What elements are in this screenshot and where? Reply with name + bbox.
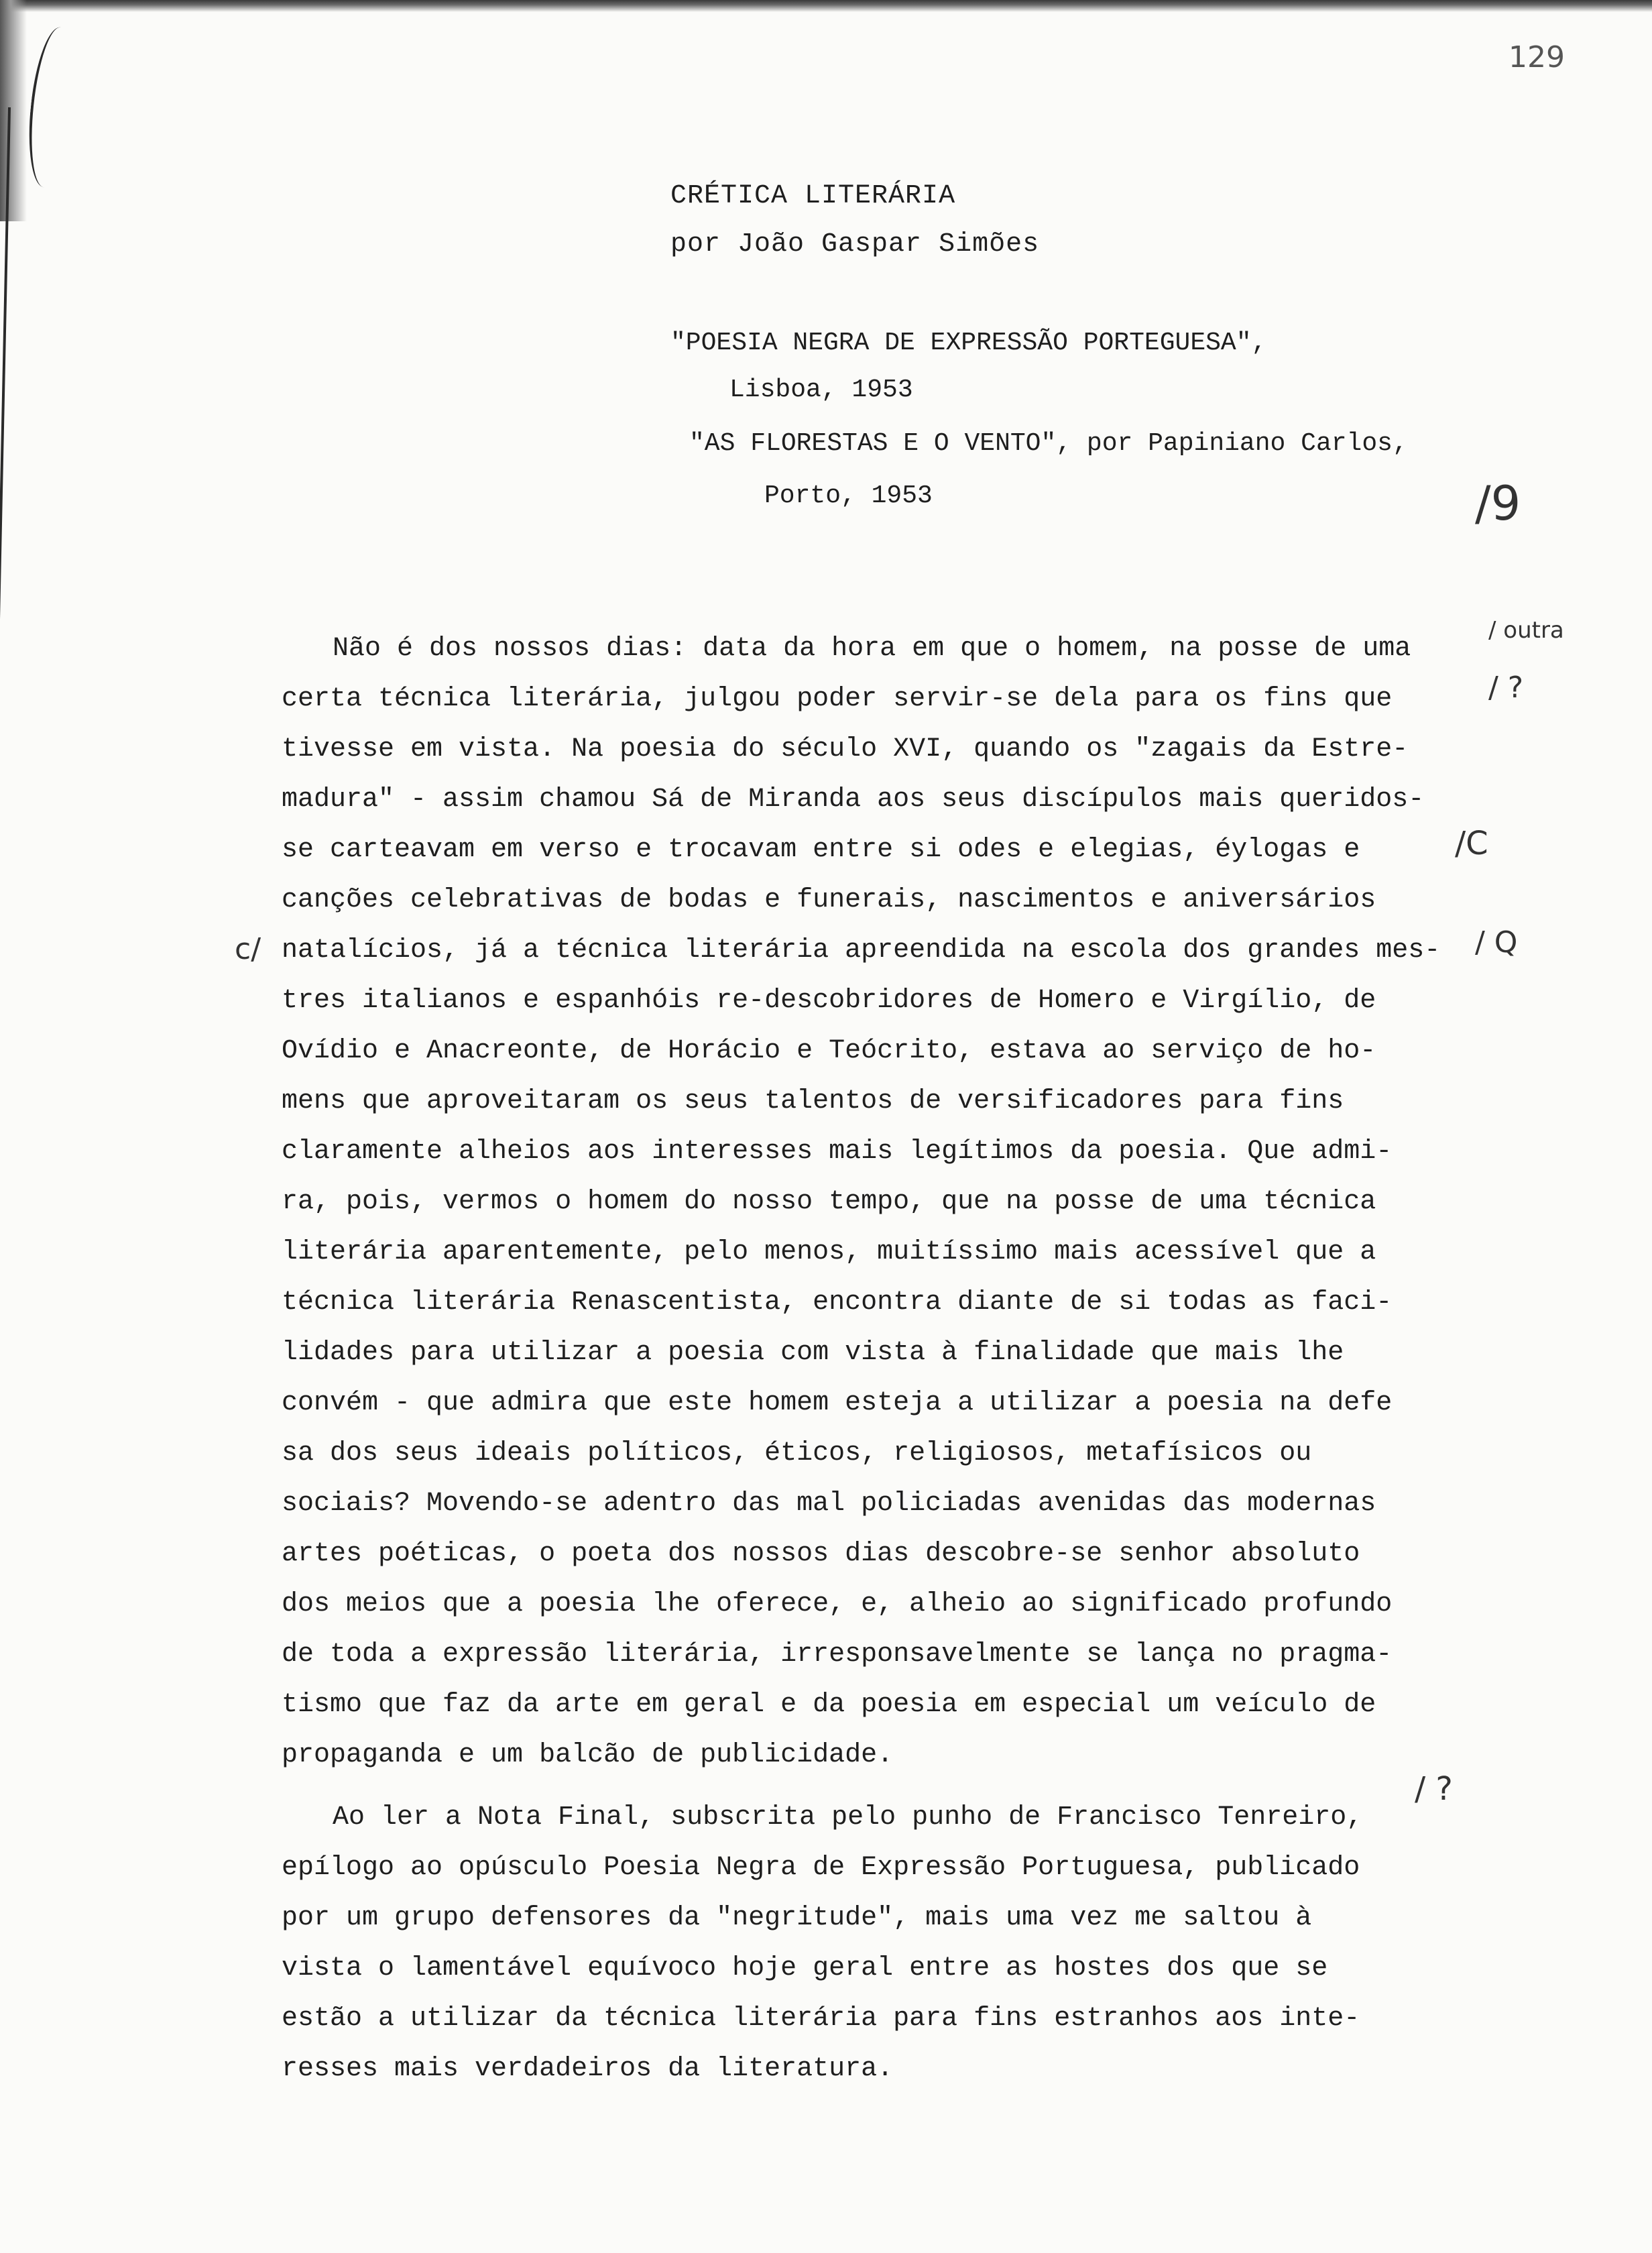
scan-left-edge (0, 0, 27, 221)
body-text (282, 624, 1475, 2094)
paragraph-1-line: canções celebrativas de bodas e funerais, nascimentos e aniversários (282, 885, 1376, 915)
paragraph-2-line: por um grupo defensores da "negritude", mais uma vez me saltou à (282, 1903, 1312, 1933)
paragraph-1-line: técnica literária Renascentista, encontra diante de si todas as faci- (282, 1287, 1393, 1318)
paragraph-1-line: sa dos seus ideais políticos, éticos, religiosos, metafísicos ou (282, 1438, 1312, 1468)
paragraph-1-line: artes poéticas, o poeta dos nossos dias descobre-se senhor absoluto (282, 1539, 1360, 1569)
paragraph-2-line: Ao ler a Nota Final, subscrita pelo punho de Francisco Tenreiro, (333, 1802, 1363, 1833)
document-author: por João Gaspar Simões (670, 229, 1040, 259)
paragraph-1-line: de toda a expressão literária, irresponsavelmente se lança no pragma- (282, 1639, 1393, 1670)
paragraph-1-line: Ovídio e Anacreonte, de Horácio e Teócrito, estava ao serviço de ho- (282, 1036, 1376, 1066)
document-title: CRÉTICA LITERÁRIA (670, 181, 956, 211)
reference-title-2: "AS FLORESTAS E O VENTO", por Papiniano Carlos, (689, 429, 1408, 458)
reference-place-2: Porto, 1953 (764, 481, 933, 510)
paragraph-1-line: dos meios que a poesia lhe oferece, e, alheio ao significado profundo (282, 1589, 1393, 1619)
paragraph-1-line: ra, pois, vermos o homem do nosso tempo, que na posse de uma técnica (282, 1187, 1376, 1217)
margin-note: c/ (235, 932, 261, 966)
paragraph-2-line: vista o lamentável equívoco hoje geral entre as hostes dos que se (282, 1953, 1328, 1983)
margin-note: / ? (1415, 1770, 1453, 1808)
scan-top-edge (0, 0, 1652, 12)
paragraph-1-line: tismo que faz da arte em geral e da poesia em especial um veículo de (282, 1690, 1376, 1720)
paragraph-1-line: certa técnica literária, julgou poder servir-se dela para os fins que (282, 684, 1393, 714)
paragraph-2-line: epílogo ao opúsculo Poesia Negra de Expressão Portuguesa, publicado (282, 1853, 1360, 1883)
paragraph-1-line: convém - que admira que este homem esteja a utilizar a poesia na defe (282, 1388, 1393, 1418)
paragraph-1-line: tivesse em vista. Na poesia do século XVI, quando os "zagais da Estre- (282, 734, 1409, 764)
margin-note: / outra (1488, 617, 1564, 644)
margin-note: / Q (1475, 925, 1518, 960)
page-number: 129 (1509, 40, 1565, 74)
margin-note: /C (1455, 825, 1488, 862)
paragraph-1-line: literária aparentemente, pelo menos, muitíssimo mais acessível que a (282, 1237, 1376, 1267)
paragraph-1-line: natalícios, já a técnica literária apreendida na escola dos grandes mes- (282, 935, 1441, 966)
paragraph-1-line: propaganda e um balcão de publicidade. (282, 1740, 894, 1770)
reference-title-1: "POESIA NEGRA DE EXPRESSÃO PORTEGUESA", (670, 329, 1267, 357)
paragraph-2-line: resses mais verdadeiros da literatura. (282, 2054, 894, 2084)
paragraph-1-line: tres italianos e espanhóis re-descobridores de Homero e Virgílio, de (282, 986, 1376, 1016)
paragraph-1-line: mens que aproveitaram os seus talentos de versificadores para fins (282, 1086, 1344, 1116)
reference-place-1: Lisboa, 1953 (729, 376, 913, 404)
margin-note: / ? (1488, 671, 1524, 705)
paragraph-1-line: claramente alheios aos interesses mais legítimos da poesia. Que admi- (282, 1137, 1393, 1167)
paragraph-1-line: se carteavam em verso e trocavam entre si odes e elegias, éylogas e (282, 835, 1360, 865)
paragraph-2-line: estão a utilizar da técnica literária para fins estranhos aos inte- (282, 2004, 1360, 2034)
paragraph-1-line: Não é dos nossos dias: data da hora em que o homem, na posse de uma (333, 634, 1411, 664)
margin-pen-arc (23, 25, 82, 189)
paragraph-1-line: madura" - assim chamou Sá de Miranda aos seus discípulos mais queridos- (282, 785, 1425, 815)
margin-note: /9 (1475, 476, 1521, 531)
paragraph-gap (282, 1780, 1475, 1792)
paragraph-1-line: sociais? Movendo-se adentro das mal policiadas avenidas das modernas (282, 1489, 1376, 1519)
paragraph-1-line: lidades para utilizar a poesia com vista à finalidade que mais lhe (282, 1338, 1344, 1368)
